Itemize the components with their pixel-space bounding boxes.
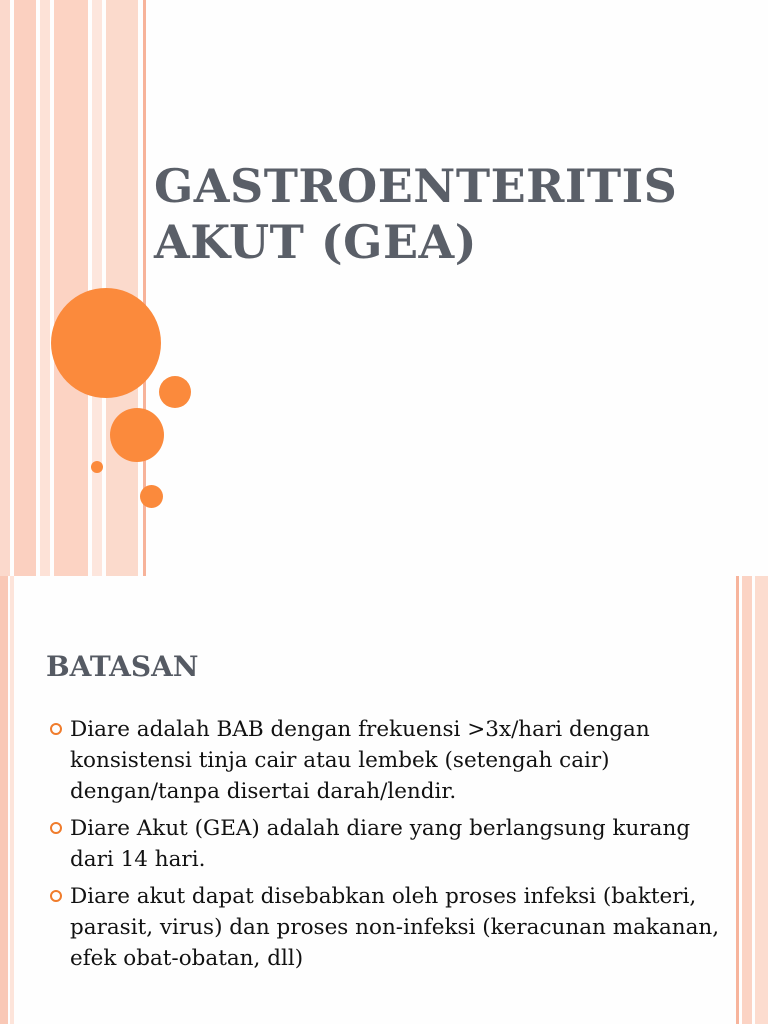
list-item: [46, 714, 736, 807]
circle-icon: [91, 461, 103, 473]
decorative-stripe: [40, 0, 50, 576]
circle-icon: [51, 288, 161, 398]
decorative-stripe: [54, 0, 88, 576]
circle-icon: [140, 485, 163, 508]
decorative-stripe: [755, 576, 768, 1024]
decorative-stripe: [14, 0, 36, 576]
decorative-stripe: [0, 576, 8, 1024]
decorative-stripe: [10, 576, 14, 1024]
circle-icon: [110, 408, 164, 462]
decorative-stripe: [0, 0, 10, 576]
ring-bullet-icon: [50, 723, 62, 735]
ring-bullet-icon: [50, 890, 62, 902]
circle-icon: [159, 376, 191, 408]
title-line-1: GASTROENTERITIS: [154, 159, 678, 213]
bullet-text: Diare adalah BAB dengan frekuensi >3x/hari dengan konsistensi tinja cair atau lembek (setengah cair) dengan/tanpa disertai darah/lendir.: [70, 717, 650, 804]
decorative-stripe: [736, 576, 739, 1024]
bullet-list: [46, 714, 736, 980]
slide-title-text: [154, 158, 754, 270]
slide-heading: BATASAN: [46, 650, 199, 683]
decorative-stripe: [742, 576, 752, 1024]
bullet-text: Diare Akut (GEA) adalah diare yang berlangsung kurang dari 14 hari.: [70, 816, 691, 872]
list-item: [46, 813, 736, 875]
ring-bullet-icon: [50, 822, 62, 834]
list-item: [46, 881, 736, 974]
title-line-2: AKUT (GEA): [154, 215, 477, 269]
bullet-text: Diare akut dapat disebabkan oleh proses infeksi (bakteri, parasit, virus) dan proses non-infeksi (keracunan makanan, efek obat-obatan, dll): [70, 884, 720, 971]
